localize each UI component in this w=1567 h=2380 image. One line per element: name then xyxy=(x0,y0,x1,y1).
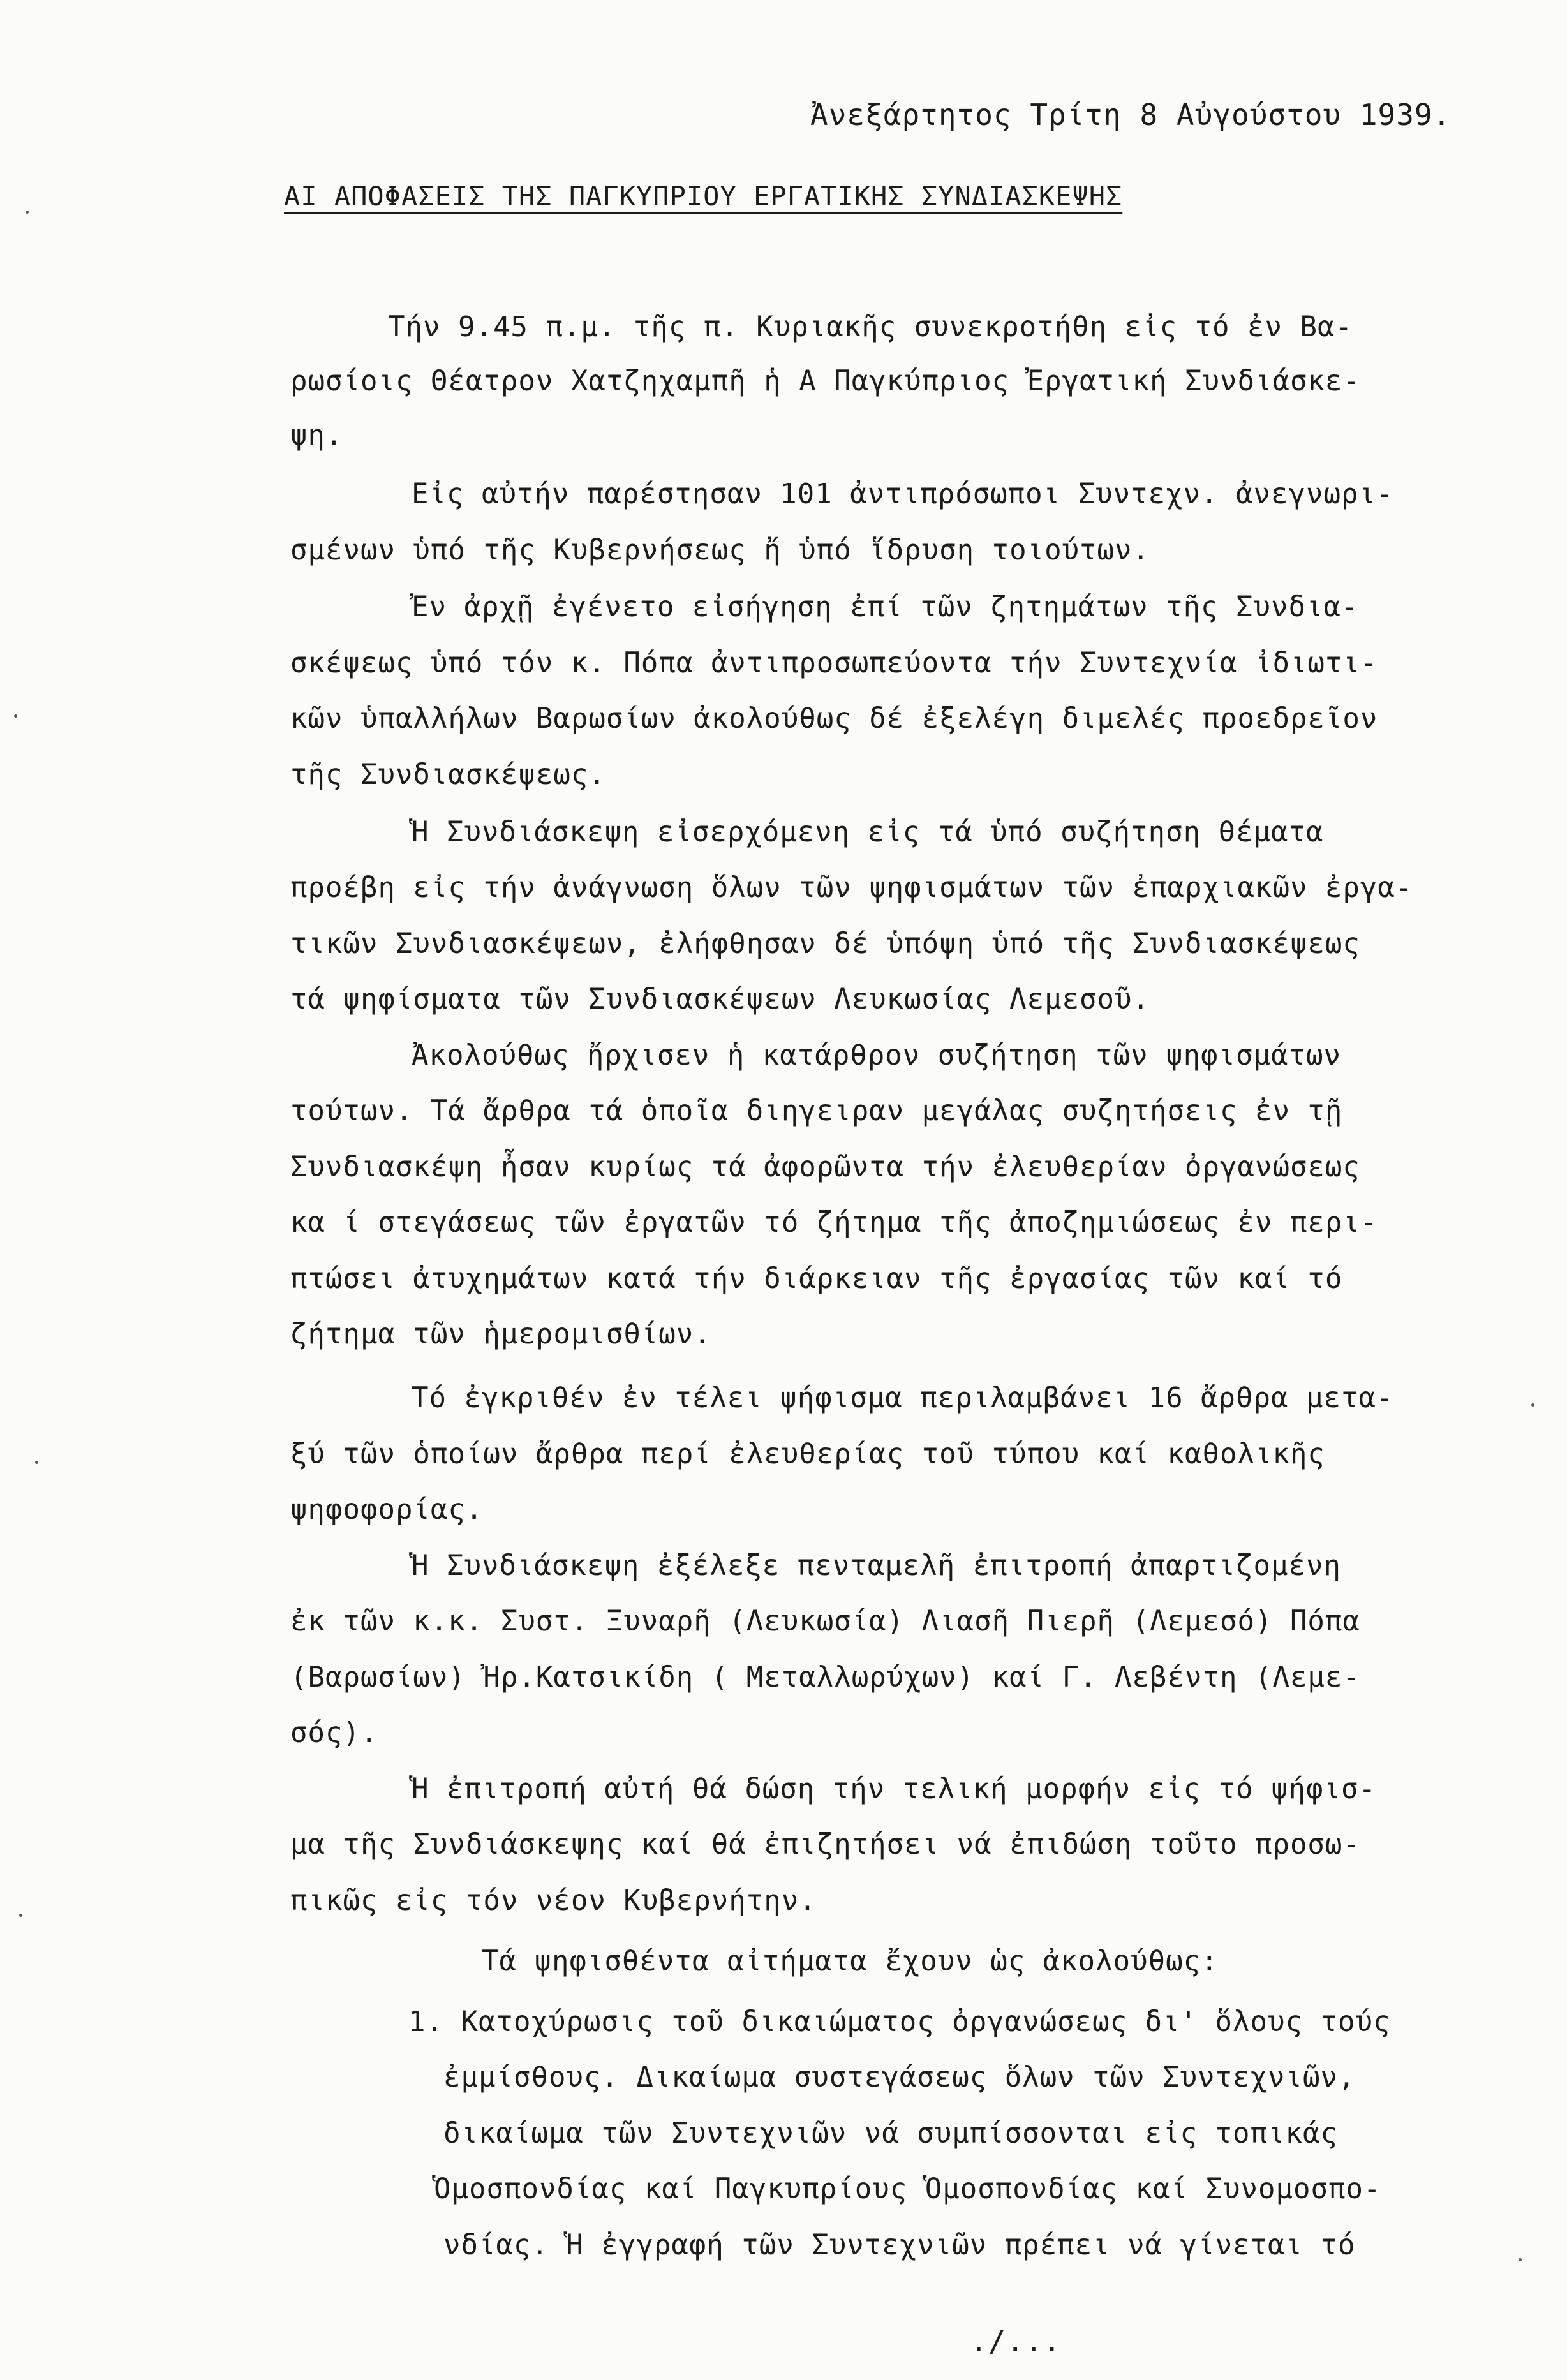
body-line: προέβη εἰς τήν ἀνάγνωση ὅλων τῶν ψηφισμάτων τῶν ἐπαρχιακῶν ἐργα- xyxy=(290,871,1413,904)
document-title: ΑΙ ΑΠΟΦΑΣΕΙΣ ΤΗΣ ΠΑΓΚΥΠΡΙΟΥ ΕΡΓΑΤΙΚΗΣ ΣΥΝΔΙΑΣΚΕΨΗΣ xyxy=(284,181,1123,212)
body-line: ἐμμίσθους. Δικαίωμα συστεγάσεως ὅλων τῶν Συντεχνιῶν, xyxy=(443,2061,1356,2094)
scan-speck xyxy=(1531,1403,1534,1407)
body-line: σός). xyxy=(290,1717,378,1749)
body-line: ζήτημα τῶν ἡμερομισθίων. xyxy=(290,1318,711,1350)
body-line: τικῶν Συνδιασκέψεων, ἐλήφθησαν δέ ὑπόψη ὑπό τῆς Συνδιασκέψεως xyxy=(290,928,1360,960)
body-line: ψη. xyxy=(290,419,343,452)
body-line: πτώσει ἀτυχημάτων κατά τήν διάρκειαν τῆς ἐργασίας τῶν καί τό xyxy=(290,1262,1343,1295)
body-line: Ἀκολούθως ἤρχισεν ἡ κατάρθρον συζήτηση τῶν ψηφισμάτων xyxy=(412,1039,1341,1072)
body-line: κῶν ὑπαλλήλων Βαρωσίων ἀκολούθως δέ ἐξελέγη διμελές προεδρεῖον xyxy=(290,702,1378,735)
body-line: Εἰς αὐτήν παρέστησαν 101 ἀντιπρόσωποι Συντεχν. ἀνεγνωρι- xyxy=(412,478,1394,510)
dateline: Ἀνεξάρτητος Τρίτη 8 Αὐγούστου 1939. xyxy=(810,98,1452,132)
scan-speck xyxy=(14,714,17,718)
body-line: ρωσίοις Θέατρον Χατζηχαμπῆ ἡ Α Παγκύπριος Ἐργατική Συνδιάσκε- xyxy=(290,365,1360,397)
body-line: Τά ψηφισθέντα αἰτήματα ἔχουν ὡς ἀκολούθως: xyxy=(482,1945,1219,1977)
body-line: νδίας. Ἡ ἐγγραφή τῶν Συντεχνιῶν πρέπει νά γίνεται τό xyxy=(443,2229,1356,2261)
body-line: δικαίωμα τῶν Συντεχνιῶν νά συμπίσσονται εἰς τοπικάς xyxy=(443,2117,1339,2150)
body-line: Τήν 9.45 π.μ. τῆς π. Κυριακῆς συνεκροτήθη εἰς τό ἐν Βα- xyxy=(388,311,1353,343)
body-line: ἐκ τῶν κ.κ. Συστ. Ξυναρῆ (Λευκωσία) Λιασῆ Πιερῆ (Λεμεσό) Πόπα xyxy=(290,1605,1360,1637)
scan-speck xyxy=(26,211,29,214)
body-line: τῆς Συνδιασκέψεως. xyxy=(290,758,606,791)
body-line: Συνδιασκέψη ἦσαν κυρίως τά ἀφορῶντα τήν ἐλευθερίαν ὀργανώσεως xyxy=(290,1151,1360,1183)
scan-speck xyxy=(35,1461,38,1464)
body-line: τά ψηφίσματα τῶν Συνδιασκέψεων Λευκωσίας Λεμεσοῦ. xyxy=(290,983,1150,1016)
body-line: μα τῆς Συνδιάσκεψης καί θά ἐπιζητήσει νά ἐπιδώση τοῦτο προσω- xyxy=(290,1828,1360,1861)
body-line: Ἡ Συνδιάσκεψη ἐξέλεξε πενταμελῆ ἐπιτροπή ἀπαρτιζομένη xyxy=(412,1549,1341,1582)
body-line: ξύ τῶν ὁποίων ἄρθρα περί ἐλευθερίας τοῦ τύπου καί καθολικῆς xyxy=(290,1438,1325,1470)
body-line: (Βαρωσίων) Ἠρ.Κατσικίδη ( Μεταλλωρύχων) καί Γ. Λεβέντη (Λεμε- xyxy=(290,1661,1360,1694)
body-line: Ὁμοσπονδίας καί Παγκυπρίους Ὁμοσπονδίας καί Συνομοσπο- xyxy=(434,2173,1381,2205)
body-line: κα ί στεγάσεως τῶν ἐργατῶν τό ζήτημα τῆς ἀποζημιώσεως ἐν περι- xyxy=(290,1206,1378,1239)
body-line: σμένων ὑπό τῆς Κυβερνήσεως ἤ ὑπό ἵδρυση τοιούτων. xyxy=(290,534,1150,566)
body-line: Τό ἐγκριθέν ἐν τέλει ψήφισμα περιλαμβάνει 16 ἄρθρα μετα- xyxy=(412,1382,1394,1414)
body-line: Ἐν ἀρχῇ ἐγένετο εἰσήγηση ἐπί τῶν ζητημάτων τῆς Συνδια- xyxy=(412,591,1359,623)
body-line: πικῶς εἰς τόν νέον Κυβερνήτην. xyxy=(290,1884,817,1917)
body-line: ψηφοφορίας. xyxy=(290,1493,484,1526)
body-line: σκέψεως ὑπό τόν κ. Πόπα ἀντιπροσωπεύοντα τήν Συντεχνία ἰδιωτι- xyxy=(290,647,1378,679)
body-line: Ἡ ἐπιτροπή αὐτή θά δώση τήν τελική μορφήν εἰς τό ψήφισ- xyxy=(412,1773,1376,1805)
scan-speck xyxy=(19,1914,22,1917)
scan-speck xyxy=(1519,2258,1522,2261)
continuation-mark: ./... xyxy=(970,2324,1062,2358)
body-line: 1. Κατοχύρωσις τοῦ δικαιώματος ὀργανώσεως δι' ὅλους τούς xyxy=(408,2006,1391,2038)
body-line: Ἡ Συνδιάσκεψη εἰσερχόμενη εἰς τά ὑπό συζήτηση θέματα xyxy=(412,816,1324,848)
body-line: τούτων. Τά ἄρθρα τά ὁποῖα διηγειραν μεγάλας συζητήσεις ἐν τῇ xyxy=(290,1095,1343,1127)
